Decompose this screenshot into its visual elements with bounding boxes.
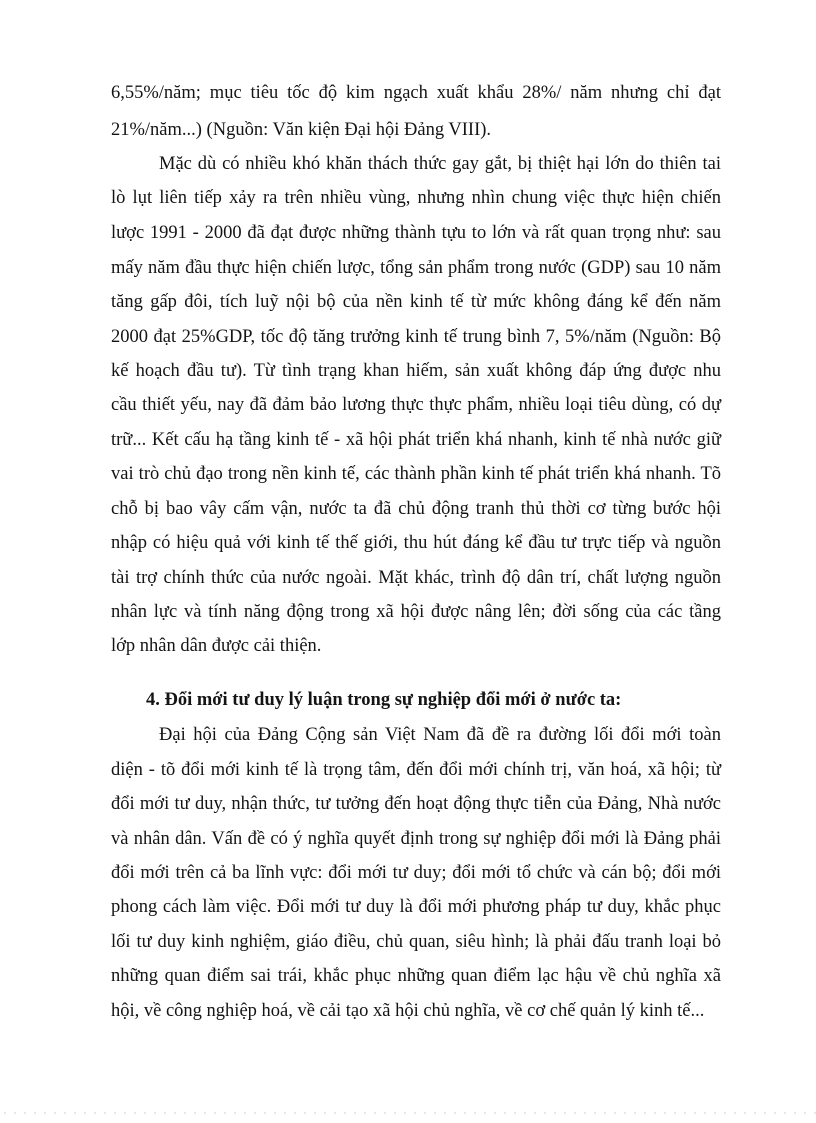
paragraph-3-line-4: và nhân dân. Vấn đề có ý nghĩa quyết định trong sự nghiệp đổi mới là Đảng phải [111,829,721,849]
paragraph-1-line-1: 6,55%/năm; mục tiêu tốc độ kim ngạch xuất khẩu 28%/ năm nhưng chỉ đạt [111,83,721,103]
paragraph-3-line-1: Đại hội của Đảng Cộng sản Việt Nam đã đề ra đường lối đổi mới toàn [159,725,721,745]
paragraph-2-line-2: lò lụt liên tiếp xảy ra trên nhiều vùng, nhưng nhìn chung việc thực hiện chiến [111,188,721,208]
paragraph-3-line-3: đổi mới tư duy, nhận thức, tư tưởng đến hoạt động thực tiễn của Đảng, Nhà nước [111,794,721,814]
paragraph-3-line-8: những quan điểm sai trái, khắc phục những quan điểm lạc hậu về chủ nghĩa xã [111,966,721,986]
paragraph-2-line-7: kế hoạch đầu tư). Từ tình trạng khan hiếm, sản xuất không đáp ứng được nhu [111,361,721,381]
paragraph-2-line-10: vai trò chủ đạo trong nền kinh tế, các thành phần kinh tế phát triển khá nhanh. Tõ [111,464,721,484]
paragraph-3-line-5: đổi mới trên cả ba lĩnh vực: đổi mới tư duy; đổi mới tổ chức và cán bộ; đổi mới [111,863,721,883]
paragraph-2-line-11: chỗ bị bao vây cấm vận, nước ta đã chủ động tranh thủ thời cơ từng bước hội [111,499,721,519]
paragraph-2-line-6: 2000 đạt 25%GDP, tốc độ tăng trưởng kinh tế trung bình 7, 5%/năm (Nguồn: Bộ [111,327,721,347]
paragraph-3-line-7: lối tư duy kinh nghiệm, giáo điều, chủ quan, siêu hình; là phải đấu tranh loại bỏ [111,932,721,952]
paragraph-1-line-2: 21%/năm...) (Nguồn: Văn kiện Đại hội Đảng VIII). [111,120,492,140]
paragraph-2-line-3: lược 1991 - 2000 đã đạt được những thành tựu to lớn và rất quan trọng như: sau [111,223,721,243]
paragraph-2-line-12: nhập có hiệu quả với kinh tế thế giới, thu hút đáng kể đầu tư trực tiếp và nguồn [111,533,721,553]
paragraph-2-line-13: tài trợ chính thức của nước ngoài. Mặt khác, trình độ dân trí, chất lượng nguồn [111,568,721,588]
paragraph-2-line-14: nhân lực và tính năng động trong xã hội được nâng lên; đời sống của các tầng [111,602,721,622]
bottom-dotted-border [0,1111,816,1115]
paragraph-2-line-1: Mặc dù có nhiều khó khăn thách thức gay gắt, bị thiệt hại lớn do thiên tai [159,154,721,174]
paragraph-2-line-9: trữ... Kết cấu hạ tầng kinh tế - xã hội phát triển khá nhanh, kinh tế nhà nước giữ [111,430,721,450]
paragraph-2-line-15: lớp nhân dân được cải thiện. [111,636,322,656]
paragraph-3-line-6: phong cách làm việc. Đổi mới tư duy là đổi mới phương pháp tư duy, khắc phục [111,897,721,917]
paragraph-2-line-5: tăng gấp đôi, tích luỹ nội bộ của nền kinh tế từ mức không đáng kể đến năm [111,292,721,312]
paragraph-2-line-8: cầu thiết yếu, nay đã đảm bảo lương thực thực phẩm, nhiều loại tiêu dùng, có dự [111,395,721,415]
paragraph-3-line-9: hội, về công nghiệp hoá, về cải tạo xã hội chủ nghĩa, về cơ chế quản lý kinh tế... [111,1001,705,1021]
section-heading: 4. Đổi mới tư duy lý luận trong sự nghiệp đổi mới ở nước ta: [146,690,622,710]
paragraph-2-line-4: mấy năm đầu thực hiện chiến lược, tổng sản phẩm trong nước (GDP) sau 10 năm [111,258,721,278]
paragraph-3-line-2: diện - tõ đổi mới kinh tế là trọng tâm, đến đổi mới chính trị, văn hoá, xã hội; từ [111,760,721,780]
